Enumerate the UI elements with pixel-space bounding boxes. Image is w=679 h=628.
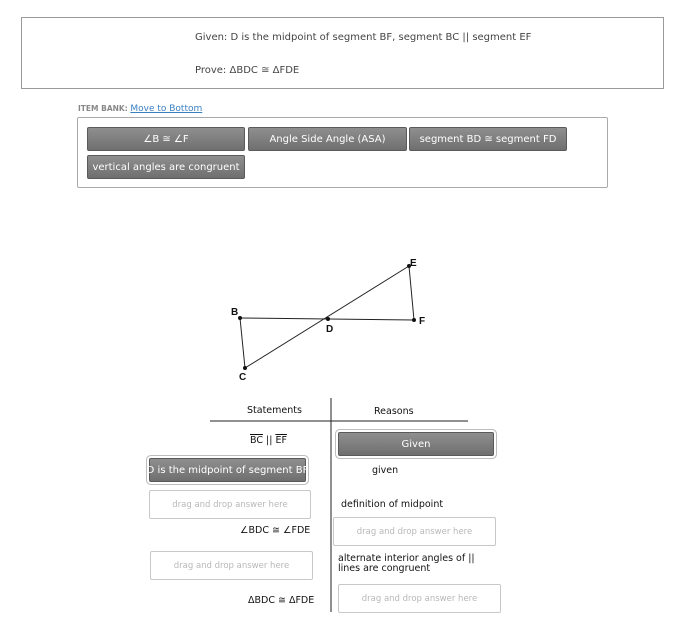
- segment-ef-text: $\overline{EF}$: [275, 435, 287, 446]
- statement-drop-zone-3[interactable]: drag and drop answer here: [149, 490, 311, 519]
- item-bank-label: ITEM BANK:: [78, 104, 128, 113]
- segment-bc-text: $\overline{BC}$: [250, 435, 263, 446]
- reason-alt-interior-line2: lines are congruent: [338, 563, 431, 574]
- reason-drop-zone-4[interactable]: drag and drop answer here: [333, 517, 496, 546]
- given-text: D is the midpoint of segment BF, segment BC || segment EF: [230, 32, 532, 43]
- item-asa[interactable]: Angle Side Angle (ASA): [248, 127, 407, 151]
- parallel-symbol: ||: [262, 435, 276, 446]
- statement-drop-zone-5[interactable]: drag and drop answer here: [150, 551, 313, 580]
- reasons-header: Reasons: [374, 406, 414, 417]
- reason-given-text: given: [372, 465, 399, 476]
- segment-ef: [409, 266, 414, 320]
- point-b: [238, 316, 242, 320]
- reason-alt-interior-line1: alternate interior angles of ||: [338, 553, 475, 564]
- item-angle-b-congruent-angle-f[interactable]: ∠B ≅ ∠F: [87, 127, 245, 151]
- label-c: C: [239, 372, 247, 383]
- point-c: [243, 366, 247, 370]
- item-vertical-angles[interactable]: vertical angles are congruent: [87, 155, 245, 179]
- reason-given-chip[interactable]: Given: [338, 432, 494, 456]
- segment-bc: [240, 318, 245, 368]
- item-segment-bd-congruent-fd[interactable]: segment BD ≅ segment FD: [409, 127, 567, 151]
- prove-text: ΔBDC ≅ ΔFDE: [229, 65, 300, 76]
- label-f: F: [419, 316, 426, 327]
- statement-bc-parallel-ef: [250, 435, 287, 446]
- point-d: [326, 317, 330, 321]
- segment-ce: [245, 266, 409, 368]
- statements-header: Statements: [247, 405, 302, 416]
- given-label: Given:: [195, 32, 228, 43]
- reason-definition-midpoint: definition of midpoint: [341, 499, 444, 510]
- statement-triangles-congruent: ΔBDC ≅ ΔFDE: [248, 595, 315, 606]
- statement-midpoint-chip[interactable]: D is the midpoint of segment BF: [149, 458, 306, 482]
- label-e: E: [410, 258, 417, 269]
- point-f: [412, 318, 416, 322]
- label-d: D: [326, 324, 334, 335]
- move-to-bottom-link[interactable]: Move to Bottom: [130, 104, 203, 114]
- statement-vertical-angles: ∠BDC ≅ ∠FDE: [240, 525, 311, 536]
- prove-label: Prove:: [195, 65, 227, 76]
- reason-drop-zone-6[interactable]: drag and drop answer here: [338, 584, 501, 613]
- label-b: B: [231, 307, 239, 318]
